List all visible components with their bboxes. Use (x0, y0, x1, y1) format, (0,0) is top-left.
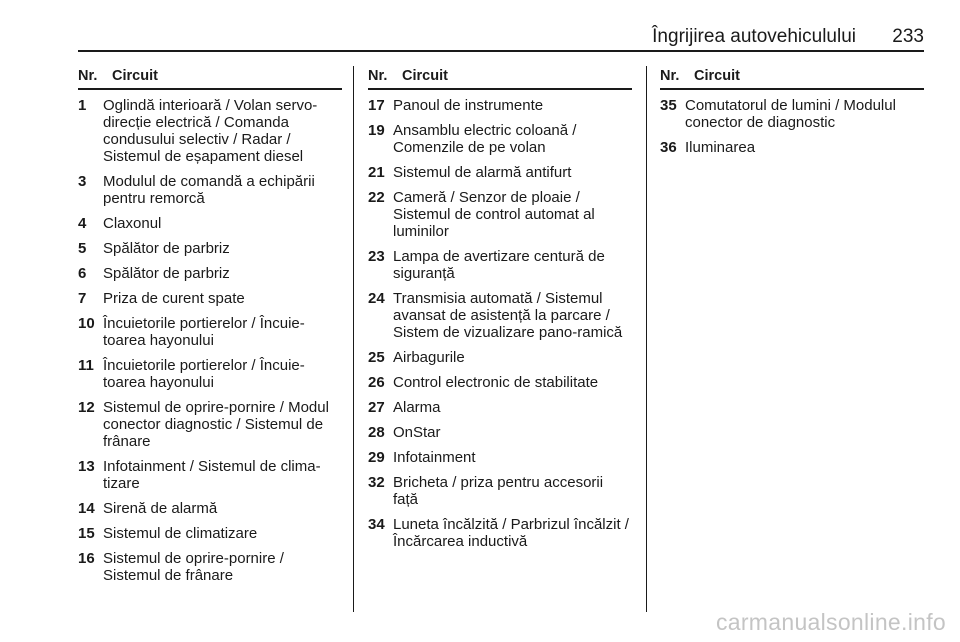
fuse-number: 21 (368, 164, 385, 181)
table-row (660, 97, 924, 131)
circuit-description: Panoul de instrumente (393, 97, 544, 114)
table-row (368, 290, 632, 341)
circuit-description: OnStar (393, 424, 441, 441)
circuit-description: Iluminarea (685, 139, 756, 156)
table-row (78, 97, 342, 165)
circuit-description: Modulul de comandă a echipării pentru remorcă (103, 173, 315, 207)
table-row (78, 399, 342, 450)
fuse-table-column-3 (660, 66, 924, 156)
fuse-number: 5 (78, 240, 87, 257)
fuse-number: 32 (368, 474, 385, 491)
table-row (78, 290, 342, 307)
circuit-description: Bricheta / priza pentru accesorii față (393, 474, 604, 508)
watermark: carmanualsonline.info (715, 609, 946, 635)
header-circuit: Circuit (694, 68, 740, 84)
table-row (368, 424, 632, 441)
fuse-number: 6 (78, 265, 87, 282)
fuse-number: 29 (368, 449, 385, 466)
fuse-number: 28 (368, 424, 385, 441)
fuse-number: 1 (78, 97, 87, 114)
column-divider (353, 66, 354, 612)
fuse-number: 7 (78, 290, 87, 307)
header-nr: Nr. (368, 68, 388, 84)
circuit-description: Claxonul (103, 215, 162, 232)
fuse-number: 19 (368, 122, 385, 139)
circuit-description: Sistemul de climatizare (103, 525, 258, 542)
fuse-number: 12 (78, 399, 95, 416)
table-row (368, 474, 632, 508)
table-row (78, 240, 342, 257)
fuse-number: 4 (78, 215, 87, 232)
table-row (78, 458, 342, 492)
fuse-number: 11 (78, 357, 94, 374)
circuit-description: Infotainment (393, 449, 476, 466)
circuit-description: Comutatorul de lumini / Modulul conector de diagnostic (685, 97, 896, 131)
circuit-description: Sistemul de alarmă antifurt (393, 164, 572, 181)
table-header (660, 66, 924, 90)
fuse-number: 26 (368, 374, 385, 391)
table-row (368, 248, 632, 282)
circuit-description: Încuietorile portierelor / Încuie-toarea hayonului (103, 357, 305, 391)
fuse-number: 36 (660, 139, 677, 156)
table-row (368, 399, 632, 416)
section-title: Îngrijirea autovehiculului (652, 26, 856, 47)
table-row (368, 516, 632, 550)
table-row (368, 449, 632, 466)
table-row (368, 164, 632, 181)
fuse-number: 34 (368, 516, 385, 533)
header-nr: Nr. (660, 68, 680, 84)
fuse-number: 3 (78, 173, 87, 190)
column-divider (646, 66, 647, 612)
circuit-description: Încuietorile portierelor / Încuie-toarea hayonului (103, 315, 305, 349)
table-row (660, 139, 924, 156)
fuse-table-column-1 (78, 66, 342, 584)
circuit-description: Sistemul de oprire-pornire / Modul conector diagnostic / Sistemul de frânare (103, 399, 329, 450)
header-nr: Nr. (78, 68, 98, 84)
circuit-description: Alarma (393, 399, 441, 416)
fuse-number: 22 (368, 189, 385, 206)
circuit-description: Sistemul de oprire-pornire / Sistemul de frânare (103, 550, 284, 584)
table-header (368, 66, 632, 90)
circuit-description: Priza de curent spate (103, 290, 245, 307)
table-row (368, 374, 632, 391)
fuse-number: 24 (368, 290, 385, 307)
page-number: 233 (892, 26, 924, 47)
circuit-description: Lampa de avertizare centură de siguranță (393, 248, 605, 282)
table-row (78, 525, 342, 542)
table-row (78, 173, 342, 207)
fuse-number: 15 (78, 525, 95, 542)
header-circuit: Circuit (402, 68, 448, 84)
table-row (78, 315, 342, 349)
circuit-description: Spălător de parbriz (103, 240, 230, 257)
table-row (368, 189, 632, 240)
table-row (368, 97, 632, 114)
circuit-description: Control electronic de stabilitate (393, 374, 599, 391)
page-header (78, 22, 924, 52)
fuse-number: 25 (368, 349, 385, 366)
table-row (78, 500, 342, 517)
fuse-table-column-2 (368, 66, 632, 550)
circuit-description: Sirenă de alarmă (103, 500, 218, 517)
circuit-description: Infotainment / Sistemul de clima-tizare (103, 458, 321, 492)
circuit-description: Cameră / Senzor de ploaie / Sistemul de control automat al luminilor (393, 189, 595, 240)
table-row (368, 122, 632, 156)
header-circuit: Circuit (112, 68, 158, 84)
fuse-number: 13 (78, 458, 95, 475)
circuit-description: Luneta încălzită / Parbrizul încălzit / Încărcarea inductivă (393, 516, 629, 550)
circuit-description: Spălător de parbriz (103, 265, 230, 282)
table-header (78, 66, 342, 90)
circuit-description: Oglindă interioară / Volan servo-direcție electrică / Comanda condusului selectiv / Radar / Sistemul de eșapament diesel (103, 97, 318, 165)
circuit-description: Ansamblu electric coloană / Comenzile de pe volan (393, 122, 577, 156)
table-row (78, 357, 342, 391)
fuse-number: 16 (78, 550, 95, 567)
fuse-number: 23 (368, 248, 385, 265)
fuse-number: 17 (368, 97, 385, 114)
table-row (78, 550, 342, 584)
table-row (368, 349, 632, 366)
fuse-number: 27 (368, 399, 385, 416)
circuit-description: Transmisia automată / Sistemul avansat de asistență la parcare / Sistem de vizualizare pano-ramică (393, 290, 623, 341)
fuse-number: 14 (78, 500, 95, 517)
fuse-number: 35 (660, 97, 677, 114)
table-row (78, 215, 342, 232)
circuit-description: Airbagurile (393, 349, 465, 366)
fuse-number: 10 (78, 315, 95, 332)
table-row (78, 265, 342, 282)
